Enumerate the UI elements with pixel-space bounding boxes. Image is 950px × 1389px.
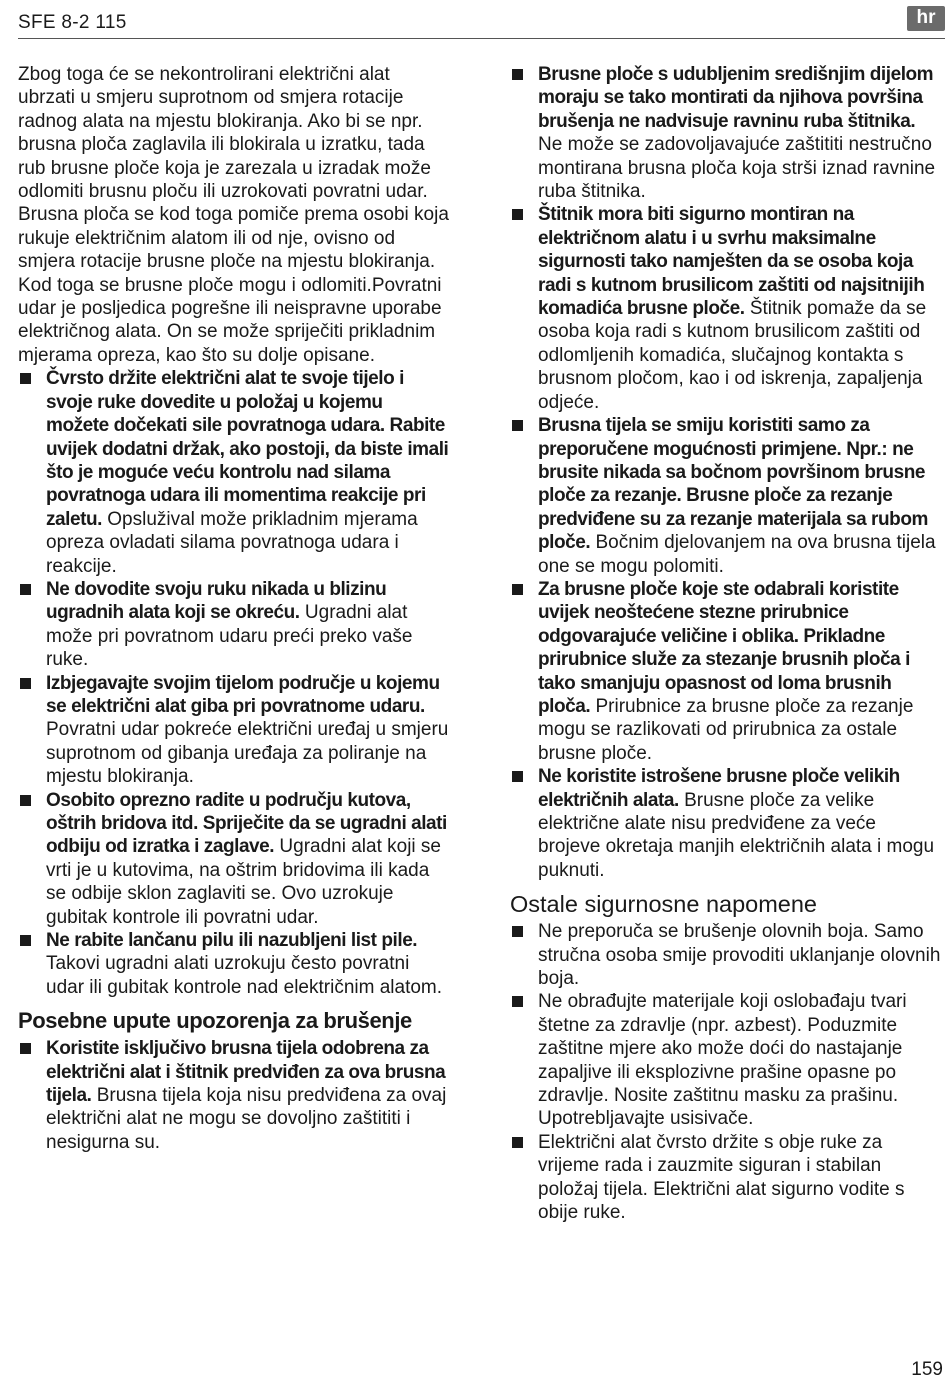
list-item: Za brusne ploče koje ste odabrali koristite uvijek neoštećene stezne prirubnice odgovarajuće veličine i oblika. Prikladne prirubnice služe za stezanje brusnih ploča i tako smanjuju opasnost od loma brusnih ploča. Prirubnice za brusne ploče za rezanje mogu se razlikovati od prirubnica za ostale brusne ploče. — [510, 578, 942, 765]
list-item: Ne obrađujte materijale koji oslobađaju tvari štetne za zdravlje (npr. azbest). Poduzmite zaštitne mjere ako može doći do nastajanje zapaljive ili eksplozivne prašine opasne po zdravlje. Nosite zaštitnu masku za prašinu. Upotrebljavajte usisivače. — [510, 990, 942, 1130]
right-bullet-list-2 — [510, 920, 942, 1224]
section-heading-grinding: Posebne upute upozorenja za brušenje — [18, 1008, 412, 1034]
list-item: Brusne ploče s udubljenim središnjim dijelom moraju se tako montirati da njihova površina brušenja ne nadvisuje ravninu ruba štitnika. Ne može se zadovoljavajuće zaštititi nestručno montirana brusna ploča koja strši iznad ravnine ruba štitnika. — [510, 63, 942, 203]
list-item: Čvrsto držite električni alat te svoje tijelo i svoje ruke dovedite u položaj u kojemu možete dočekati sile povratnoga udara. Rabite uvijek dodatni držak, ako postoji, da biste imali što je moguće veću kontrolu nad silama povratnoga udara ili momentima reakcije pri zaletu. Opslužival može prikladnim mjerama opreza ovladati silama povratnoga udara i reakcije. — [18, 367, 450, 578]
bullet-square-icon — [512, 996, 523, 1007]
list-item: Ne dovodite svoju ruku nikada u blizinu ugradnih alata koji se okreću. Ugradni alat može pri povratnom udaru preći preko vaše ruke. — [18, 578, 450, 672]
document-title: SFE 8-2 115 — [18, 12, 127, 33]
bullet-square-icon — [512, 584, 523, 595]
bullet-square-icon — [20, 795, 31, 806]
bullet-square-icon — [512, 926, 523, 937]
list-item: Koristite isključivo brusna tijela odobrena za električni alat i štitnik predviđen za ova brusna tijela. Brusna tijela koja nisu predviđena za ovaj električni alat ne mogu se dovoljno zaštititi i nesigurna su. — [18, 1037, 450, 1154]
list-item: Osobito oprezno radite u području kutova, oštrih bridova itd. Spriječite da se ugradni alati odbiju od izratka i zaglave. Ugradni alat koji se vrti je u kutovima, na oštrim bridovima ili kada se odbije sklon zaglaviti se. Ovo uzrokuje gubitak kontrole ili povratni udar. — [18, 789, 450, 929]
left-bullet-list-2 — [18, 1037, 450, 1154]
left-bullet-list — [18, 367, 450, 999]
list-item: Ne koristite istrošene brusne ploče velikih električnih alata. Brusne ploče za velike električne alate nisu predviđene za veće brojeve okretaja manjih električnih alata i mogu puknuti. — [510, 765, 942, 882]
section-heading-other-safety: Ostale sigurnosne napomene — [510, 891, 818, 918]
right-bullet-list — [510, 63, 942, 882]
bullet-square-icon — [512, 1137, 523, 1148]
bullet-square-icon — [20, 373, 31, 384]
intro-paragraph: Zbog toga će se nekontrolirani električni alat ubrzati u smjeru suprotnom od smjera rotacije radnog alata na mjestu blokiranja. Ako bi se npr. brusna ploča zaglavila ili blokirala u izratku, tada rub brusne ploče koja je zarezala u izradak može odlomiti brusnu ploču ili uzrokovati povratni udar. Brusna ploča se kod toga pomiče prema osobi koja rukuje električnim alatom ili od nje, ovisno od smjera rotacije brusne ploče na mjestu blokiranja. Kod toga se brusne ploče mogu i odlomiti.Povratni udar je posljedica pogrešne ili neispravne uporabe električnog alata. On se može spriječiti prikladnim mjerama opreza, kao što su dolje opisane. — [18, 64, 449, 366]
bullet-square-icon — [512, 771, 523, 782]
left-column — [18, 63, 450, 1154]
bullet-square-icon — [20, 584, 31, 595]
page-header — [18, 0, 945, 39]
bullet-square-icon — [512, 69, 523, 80]
bullet-square-icon — [20, 935, 31, 946]
bullet-square-icon — [512, 209, 523, 220]
list-item: Brusna tijela se smiju koristiti samo za preporučene mogućnosti primjene. Npr.: ne brusite nikada sa bočnom površinom brusne ploče za rezanje. Brusne ploče za rezanje predviđene su za rezanje materijala sa rubom ploče. Bočnim djelovanjem na ova brusna tijela one se mogu polomiti. — [510, 414, 942, 578]
list-item: Štitnik mora biti sigurno montiran na električnom alatu i u svrhu maksimalne sigurnosti tako namješten da se osoba koja radi s kutnom brusilicom zaštiti od najsitnijih komadića brusne ploče. Štitnik pomaže da se osoba koja radi s kutnom brusilicom zaštiti od odlomljenih komadića, slučajnog kontakta s brusnom pločom, kao i od iskrenja, zapaljenja odjeće. — [510, 203, 942, 414]
bullet-square-icon — [20, 678, 31, 689]
list-item: Ne preporuča se brušenje olovnih boja. Samo stručna osoba smije provoditi uklanjanje olovnih boja. — [510, 920, 942, 990]
page-number: 159 — [911, 1359, 943, 1380]
language-badge: hr — [907, 6, 945, 31]
list-item: Ne rabite lančanu pilu ili nazubljeni list pile. Takovi ugradni alati uzrokuju često povratni udar ili gubitak kontrole nad električnim alatom. — [18, 929, 450, 999]
right-column — [510, 63, 942, 1225]
bullet-square-icon — [20, 1043, 31, 1054]
list-item: Električni alat čvrsto držite s obje ruke za vrijeme rada i zauzmite siguran i stabilan položaj tijela. Električni alat sigurno vodite s obije ruke. — [510, 1131, 942, 1225]
list-item: Izbjegavajte svojim tijelom područje u kojemu se električni alat giba pri povratnome udaru. Povratni udar pokreće električni uređaj u smjeru suprotnom od gibanja uređaja za poliranje na mjestu blokiranja. — [18, 672, 450, 789]
bullet-square-icon — [512, 420, 523, 431]
